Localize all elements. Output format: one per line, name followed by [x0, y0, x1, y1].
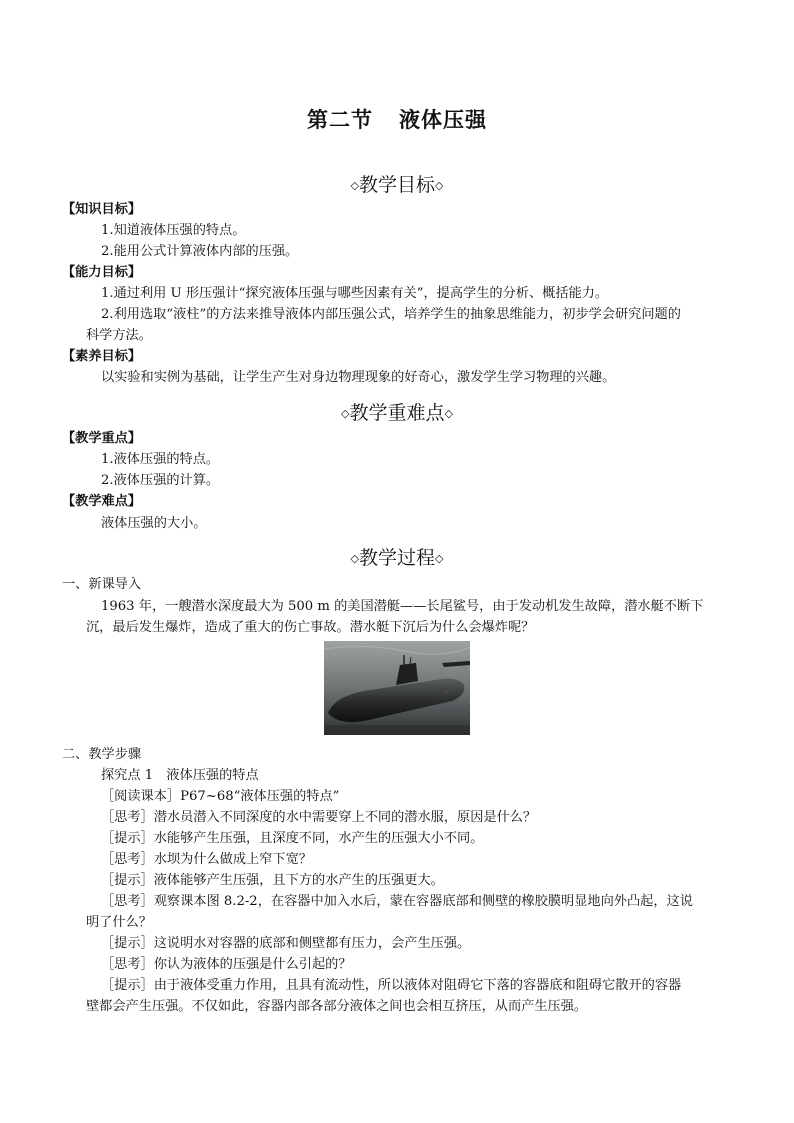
section-heading-process: ◇教学过程◇ [350, 547, 444, 569]
ability-goal-1: 1.通过利用 U 形压强计“探究液体压强与哪些因素有关”，提高学生的分析、概括能力。 [101, 286, 609, 301]
hint-4-line2: 壁都会产生压强。不仅如此，容器内部各部分液体之间也会相互挤压，从而产生压强。 [86, 999, 588, 1014]
knowledge-goals-heading: 【知识目标】 [62, 202, 142, 217]
intro-paragraph-line1: 1963 年，一艘潜水深度最大为 500 m 的美国潜艇——长尾鲨号，由于发动机发生故障，潜水艇不断下 [101, 599, 704, 614]
intro-paragraph-line2: 沉，最后发生爆炸，造成了重大的伤亡事故。潜水艇下沉后为什么会爆炸呢？ [86, 620, 535, 635]
hint-3: ［提示］这说明水对容器的底部和侧壁都有压力，会产生压强。 [101, 936, 471, 951]
hint-4-line1: ［提示］由于液体受重力作用，且具有流动性，所以液体对阻碍它下落的容器底和阻碍它散开的容器 [101, 978, 682, 993]
think-3-line2: 明了什么？ [86, 915, 152, 930]
page-title [0, 104, 794, 134]
difficult-points-heading: 【教学难点】 [62, 494, 142, 509]
ability-goal-2-cont: 科学方法。 [86, 328, 152, 343]
hint-1: ［提示］水能够产生压强，且深度不同，水产生的压强大小不同。 [101, 831, 484, 846]
key-point-2: 2.液体压强的计算。 [101, 473, 220, 488]
quality-goals-heading: 【素养目标】 [62, 349, 142, 364]
key-points-heading: 【教学重点】 [62, 431, 142, 446]
submarine-photo [324, 641, 470, 735]
steps-heading: 二、教学步骤 [62, 747, 142, 762]
quality-goal-1: 以实验和实例为基础，让学生产生对身边物理现象的好奇心，激发学生学习物理的兴趣。 [101, 370, 616, 385]
difficult-point-1: 液体压强的大小。 [101, 516, 207, 531]
knowledge-goal-2: 2.能用公式计算液体内部的压强。 [101, 244, 299, 259]
think-2: ［思考］水坝为什么做成上窄下宽？ [101, 852, 312, 867]
think-3-line1: ［思考］观察课本图 8.2-2，在容器中加入水后，蒙在容器底部和侧壁的橡胶膜明显地向外凸起，这说 [101, 894, 693, 909]
key-point-1: 1.液体压强的特点。 [101, 452, 220, 467]
intro-heading: 一、新课导入 [62, 577, 142, 592]
hint-2: ［提示］液体能够产生压强，且下方的水产生的压强更大。 [101, 873, 444, 888]
ability-goal-2: 2.利用选取“液柱”的方法来推导液体内部压强公式，培养学生的抽象思维能力，初步学会研究问题的 [101, 307, 681, 322]
title-topic: 液体压强 [399, 108, 487, 132]
title-section: 第二节 [307, 108, 373, 132]
explore-point-1: 探究点 1 液体压强的特点 [101, 768, 259, 783]
knowledge-goal-1: 1.知道液体压强的特点。 [101, 223, 246, 238]
section-heading-goals: ◇教学目标◇ [350, 174, 444, 196]
read-textbook: ［阅读课本］P67~68“液体压强的特点” [101, 789, 340, 804]
ability-goals-heading: 【能力目标】 [62, 265, 142, 280]
think-1: ［思考］潜水员潜入不同深度的水中需要穿上不同的潜水服，原因是什么？ [101, 810, 537, 825]
think-4: ［思考］你认为液体的压强是什么引起的？ [101, 957, 352, 972]
section-heading-keypoints: ◇教学重难点◇ [341, 402, 453, 424]
